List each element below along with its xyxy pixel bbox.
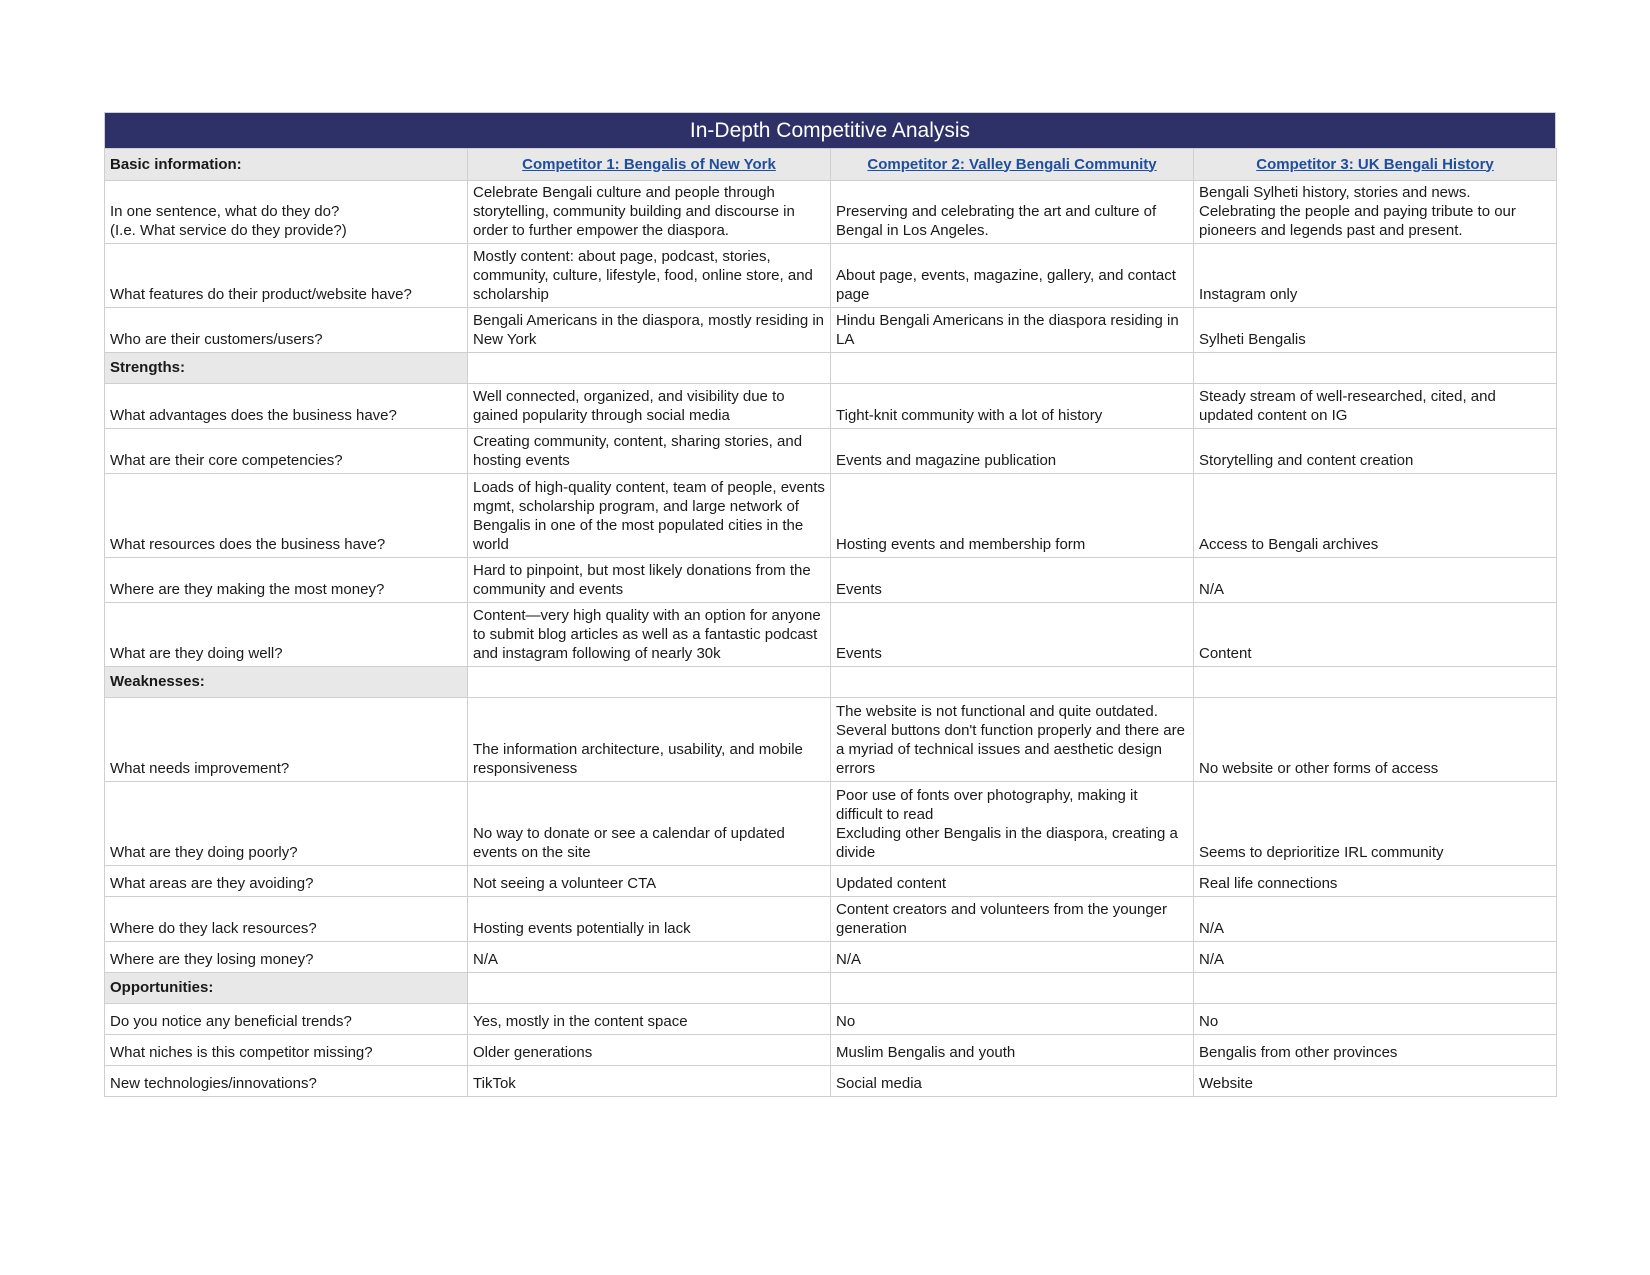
competitor-3-header [1194, 149, 1557, 181]
competitor-1-header [468, 149, 831, 181]
competitor-2-cell: Preserving and celebrating the art and culture of Bengal in Los Angeles. [831, 181, 1194, 244]
table-row [105, 1004, 1557, 1035]
competitor-3-cell: No [1194, 1004, 1557, 1035]
question-cell: New technologies/innovations? [105, 1066, 468, 1097]
table-row [105, 429, 1557, 474]
competitor-1-cell: No way to donate or see a calendar of updated events on the site [468, 782, 831, 866]
table-row [105, 1066, 1557, 1097]
competitor-3-cell: Seems to deprioritize IRL community [1194, 782, 1557, 866]
competitor-1-cell: N/A [468, 942, 831, 973]
competitor-1-cell: Loads of high-quality content, team of people, events mgmt, scholarship program, and large network of Bengalis in one of the most populated cities in the world [468, 474, 831, 558]
competitor-2-cell: Hosting events and membership form [831, 474, 1194, 558]
competitor-1-cell: Well connected, organized, and visibility due to gained popularity through social media [468, 384, 831, 429]
question-cell: Where are they making the most money? [105, 558, 468, 603]
competitor-3-cell: Instagram only [1194, 244, 1557, 308]
question-cell: What are they doing poorly? [105, 782, 468, 866]
opportunities-label: Opportunities: [105, 973, 468, 1004]
competitor-2-cell: Poor use of fonts over photography, making it difficult to read Excluding other Bengalis in the diaspora, creating a divide [831, 782, 1194, 866]
competitor-3-cell: Steady stream of well-researched, cited, and updated content on IG [1194, 384, 1557, 429]
competitor-2-cell: Events [831, 603, 1194, 667]
question-cell: What features do their product/website have? [105, 244, 468, 308]
competitor-2-cell: No [831, 1004, 1194, 1035]
header-row [105, 149, 1557, 181]
question-cell: In one sentence, what do they do? (I.e. What service do they provide?) [105, 181, 468, 244]
question-cell: What areas are they avoiding? [105, 866, 468, 897]
question-cell: What are they doing well? [105, 603, 468, 667]
weaknesses-label: Weaknesses: [105, 667, 468, 698]
table-row [105, 474, 1557, 558]
question-cell: What resources does the business have? [105, 474, 468, 558]
table-row [105, 308, 1557, 353]
table-row [105, 897, 1557, 942]
competitor-3-cell: Content [1194, 603, 1557, 667]
competitor-3-cell: Access to Bengali archives [1194, 474, 1557, 558]
competitor-2-cell: About page, events, magazine, gallery, and contact page [831, 244, 1194, 308]
competitor-1-cell: Yes, mostly in the content space [468, 1004, 831, 1035]
question-cell: What niches is this competitor missing? [105, 1035, 468, 1066]
competitor-1-cell: Hosting events potentially in lack [468, 897, 831, 942]
table-row [105, 558, 1557, 603]
question-cell: Where do they lack resources? [105, 897, 468, 942]
competitor-3-cell: Sylheti Bengalis [1194, 308, 1557, 353]
table-row [105, 603, 1557, 667]
weaknesses-section-row [105, 667, 1557, 698]
competitor-1-cell: Bengali Americans in the diaspora, mostly residing in New York [468, 308, 831, 353]
competitor-3-cell: Storytelling and content creation [1194, 429, 1557, 474]
competitor-1-cell: TikTok [468, 1066, 831, 1097]
competitor-2-cell: Events and magazine publication [831, 429, 1194, 474]
competitor-1-cell: Content—very high quality with an option for anyone to submit blog articles as well as a fantastic podcast and instagram following of nearly 30k [468, 603, 831, 667]
competitor-2-cell: N/A [831, 942, 1194, 973]
competitor-1-cell: Hard to pinpoint, but most likely donations from the community and events [468, 558, 831, 603]
question-cell: What are their core competencies? [105, 429, 468, 474]
competitor-1-cell: Celebrate Bengali culture and people through storytelling, community building and discourse in order to further empower the diaspora. [468, 181, 831, 244]
table-row [105, 181, 1557, 244]
competitor-3-cell: N/A [1194, 558, 1557, 603]
competitor-1-cell: Not seeing a volunteer CTA [468, 866, 831, 897]
analysis-table [104, 148, 1557, 1097]
question-cell: Do you notice any beneficial trends? [105, 1004, 468, 1035]
basic-information-label: Basic information: [105, 149, 468, 181]
table-row [105, 244, 1557, 308]
competitor-3-cell: N/A [1194, 942, 1557, 973]
question-cell: What advantages does the business have? [105, 384, 468, 429]
competitor-2-cell: Hindu Bengali Americans in the diaspora residing in LA [831, 308, 1194, 353]
competitor-1-cell: The information architecture, usability, and mobile responsiveness [468, 698, 831, 782]
competitor-1-link[interactable]: Competitor 1: Bengalis of New York [522, 155, 776, 173]
table-row [105, 384, 1557, 429]
competitor-2-cell: The website is not functional and quite outdated. Several buttons don't function properly and there are a myriad of technical issues and aesthetic design errors [831, 698, 1194, 782]
question-cell: Who are their customers/users? [105, 308, 468, 353]
competitor-2-link[interactable]: Competitor 2: Valley Bengali Community [867, 155, 1157, 173]
table-row [105, 782, 1557, 866]
competitor-2-cell: Tight-knit community with a lot of history [831, 384, 1194, 429]
table-row [105, 698, 1557, 782]
strengths-section-row [105, 353, 1557, 384]
competitor-1-cell: Creating community, content, sharing stories, and hosting events [468, 429, 831, 474]
competitor-2-cell: Muslim Bengalis and youth [831, 1035, 1194, 1066]
competitor-2-cell: Updated content [831, 866, 1194, 897]
competitor-2-cell: Events [831, 558, 1194, 603]
competitor-3-cell: Bengalis from other provinces [1194, 1035, 1557, 1066]
competitive-analysis-sheet [104, 112, 1556, 1097]
competitor-3-link[interactable]: Competitor 3: UK Bengali History [1256, 155, 1494, 173]
competitor-3-cell: Website [1194, 1066, 1557, 1097]
table-row [105, 942, 1557, 973]
table-row [105, 866, 1557, 897]
competitor-3-cell: No website or other forms of access [1194, 698, 1557, 782]
opportunities-section-row [105, 973, 1557, 1004]
competitor-2-header [831, 149, 1194, 181]
competitor-3-cell: N/A [1194, 897, 1557, 942]
table-row [105, 1035, 1557, 1066]
competitor-3-cell: Bengali Sylheti history, stories and news. Celebrating the people and paying tribute to our pioneers and legends past and present. [1194, 181, 1557, 244]
competitor-3-cell: Real life connections [1194, 866, 1557, 897]
competitor-1-cell: Mostly content: about page, podcast, stories, community, culture, lifestyle, food, online store, and scholarship [468, 244, 831, 308]
question-cell: Where are they losing money? [105, 942, 468, 973]
sheet-title: In-Depth Competitive Analysis [104, 112, 1556, 148]
competitor-2-cell: Content creators and volunteers from the younger generation [831, 897, 1194, 942]
competitor-2-cell: Social media [831, 1066, 1194, 1097]
competitor-1-cell: Older generations [468, 1035, 831, 1066]
strengths-label: Strengths: [105, 353, 468, 384]
question-cell: What needs improvement? [105, 698, 468, 782]
